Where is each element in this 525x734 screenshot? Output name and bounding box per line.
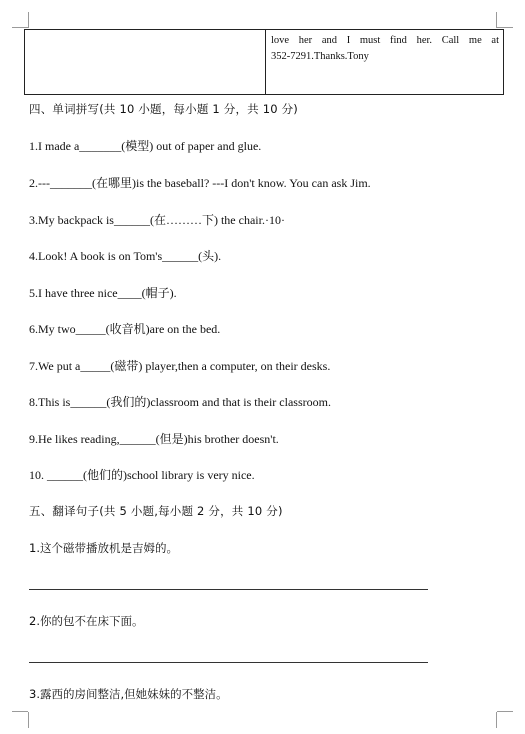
answer-line-1[interactable] <box>29 589 428 590</box>
table-cell-line-1: love her and I must find her. Call me at <box>271 35 499 46</box>
spelling-item-10: 10. ______(他们的)school library is very nice. <box>29 468 255 482</box>
crop-mark-top-right-h <box>497 27 513 28</box>
table-cell-line-2: 352-7291.Thanks.Tony <box>271 51 369 62</box>
crop-mark-bottom-right-v <box>496 712 497 728</box>
spelling-item-6: 6.My two_____(收音机)are on the bed. <box>29 322 221 336</box>
notice-table <box>24 29 504 95</box>
translate-item-3: 3.露西的房间整洁,但她妹妹的不整洁。 <box>29 687 228 701</box>
spelling-item-2: 2.---_______(在哪里)is the baseball? ---I don't know. You can ask Jim. <box>29 176 371 190</box>
section4-heading: 四、单词拼写(共 10 小题，每小题 1 分，共 10 分) <box>29 102 298 116</box>
spelling-item-5: 5.I have three nice____(帽子). <box>29 286 177 300</box>
spelling-item-8: 8.This is______(我们的)classroom and that is their classroom. <box>29 395 331 409</box>
answer-line-2[interactable] <box>29 662 428 663</box>
crop-mark-top-left-v <box>28 12 29 28</box>
spelling-item-3: 3.My backpack is______(在………下) the chair.·10· <box>29 213 285 227</box>
spelling-item-4: 4.Look! A book is on Tom's______(头). <box>29 249 222 263</box>
table-column-divider <box>265 30 266 94</box>
crop-mark-bottom-left-v <box>28 712 29 728</box>
crop-mark-top-left-h <box>12 27 28 28</box>
translate-item-2: 2.你的包不在床下面。 <box>29 614 144 628</box>
crop-mark-bottom-right-h <box>497 711 513 712</box>
crop-mark-top-right-v <box>496 12 497 28</box>
table-cell-text <box>271 33 499 65</box>
spelling-item-1: 1.I made a_______(模型) out of paper and glue. <box>29 139 262 153</box>
spelling-item-7: 7.We put a_____(磁带) player,then a computer, on their desks. <box>29 359 331 373</box>
translate-item-1: 1.这个磁带播放机是吉姆的。 <box>29 541 178 555</box>
crop-mark-bottom-left-h <box>12 711 28 712</box>
section5-heading: 五、翻译句子(共 5 小题,每小题 2 分，共 10 分) <box>29 504 283 518</box>
spelling-item-9: 9.He likes reading,______(但是)his brother doesn't. <box>29 432 279 446</box>
